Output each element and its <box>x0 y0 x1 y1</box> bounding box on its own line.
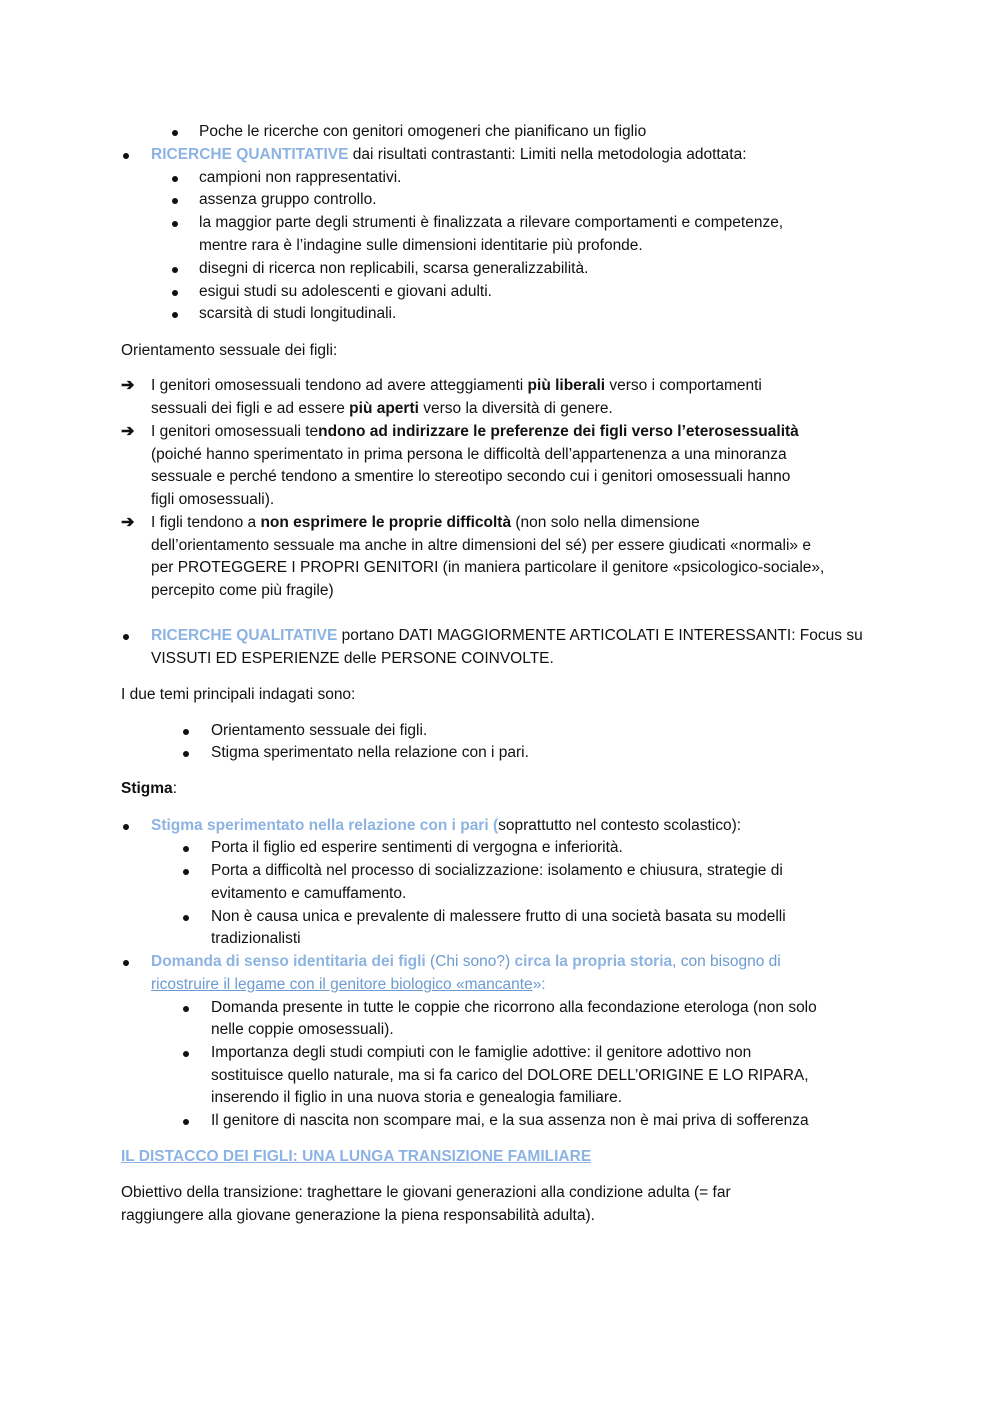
text-span: , con bisogno di <box>672 953 781 970</box>
text-line <box>151 398 613 421</box>
text-span: soprattutto nel contesto scolastico): <box>498 817 742 834</box>
text-line: sostituisce quello naturale, ma si fa carico del DOLORE DELL’ORIGINE E LO RIPARA, <box>211 1067 809 1084</box>
text-span: dai risultati contrastanti: Limiti nella metodologia adottata: <box>348 146 747 163</box>
bullet-icon <box>172 221 178 227</box>
section-label: Orientamento sessuale dei figli: <box>121 342 338 359</box>
text-line: Obiettivo della transizione: traghettare le giovani generazioni alla condizione adulta (= far <box>121 1184 731 1201</box>
bullet-icon <box>172 267 178 273</box>
text-line: raggiungere alla giovane generazione la piena responsabilità adulta). <box>121 1207 595 1224</box>
text-line <box>151 625 863 648</box>
bullet-icon <box>183 915 189 921</box>
text-line: tradizionalisti <box>211 930 301 947</box>
bullet-icon <box>183 1119 189 1125</box>
text-span: portano DATI MAGGIORMENTE ARTICOLATI E INTERESSANTI: Focus su <box>337 627 863 644</box>
section-heading-stigma <box>121 778 177 801</box>
heading-text: IL DISTACCO DEI FIGLI: UNA LUNGA TRANSIZIONE FAMILIARE <box>121 1148 592 1165</box>
text-span: : <box>172 780 177 797</box>
text-line: inserendo il figlio in una nuova storia e genealogia familiare. <box>211 1089 623 1106</box>
text-span: verso i comportamenti <box>605 377 762 394</box>
bullet-icon <box>183 846 189 852</box>
bullet-icon <box>172 198 178 204</box>
text-span: (non solo nella dimensione <box>511 514 700 531</box>
text-line <box>151 815 741 838</box>
text-line: percepito come più fragile) <box>151 582 334 599</box>
text-line: Porta a difficoltà nel processo di socializzazione: isolamento e chiusura, strategie di <box>211 862 783 879</box>
text-line: sessuale e perché tendono a smentire lo stereotipo secondo cui i genitori omosessuali hanno <box>151 468 791 485</box>
text-span: (Chi sono?) <box>425 953 515 970</box>
section-heading <box>121 1146 591 1169</box>
arrow-right-icon: ➔ <box>121 423 135 440</box>
bullet-icon <box>183 1006 189 1012</box>
text-span: I figli tendono a <box>151 514 261 531</box>
arrow-right-icon: ➔ <box>121 514 135 531</box>
bullet-icon <box>172 176 178 182</box>
text-line: disegni di ricerca non replicabili, scarsa generalizzabilità. <box>199 260 589 277</box>
text-line: esigui studi su adolescenti e giovani adulti. <box>199 283 492 300</box>
bold-text: ndono ad indirizzare le preferenze dei figli verso l’eterosessualità <box>318 423 799 440</box>
text-span: verso la diversità di genere. <box>418 400 613 417</box>
text-line <box>151 421 799 444</box>
bullet-icon <box>123 824 129 830</box>
bullet-icon <box>183 751 189 757</box>
bullet-icon <box>123 960 129 966</box>
text-line <box>151 512 700 535</box>
text-line: scarsità di studi longitudinali. <box>199 305 397 322</box>
text-line: la maggior parte degli strumenti è finalizzata a rilevare comportamenti e competenze, <box>199 214 784 231</box>
text-line: Domanda presente in tutte le coppie che ricorrono alla fecondazione eterologa (non solo <box>211 999 817 1016</box>
keyword-storia: circa la propria storia <box>514 953 673 970</box>
text-line: nelle coppie omosessuali). <box>211 1021 394 1038</box>
text-line <box>151 144 747 167</box>
text-line: per PROTEGGERE I PROPRI GENITORI (in maniera particolare il genitore «psicologico-sociale», <box>151 559 825 576</box>
text-line: Non è causa unica e prevalente di malessere frutto di una società basata su modelli <box>211 908 786 925</box>
keyword-stigma: Stigma sperimentato nella relazione con i pari ( <box>151 817 499 834</box>
text-line: VISSUTI ED ESPERIENZE delle PERSONE COINVOLTE. <box>151 650 554 667</box>
bullet-icon <box>172 290 178 296</box>
bullet-icon <box>123 153 129 159</box>
text-line: Porta il figlio ed esperire sentimenti di vergogna e inferiorità. <box>211 839 623 856</box>
text-line: assenza gruppo controllo. <box>199 191 377 208</box>
bullet-icon <box>172 130 178 136</box>
text-line: mentre rara è l’indagine sulle dimensioni identitarie più profonde. <box>199 237 643 254</box>
text-line: (poiché hanno sperimentato in prima persona le difficoltà dell’appartenenza a una minoranza <box>151 446 787 463</box>
text-span: I genitori omosessuali tendono ad avere atteggiamenti <box>151 377 528 394</box>
bold-text: non esprimere le proprie difficoltà <box>260 514 512 531</box>
text-line: Importanza degli studi compiuti con le famiglie adottive: il genitore adottivo non <box>211 1044 752 1061</box>
text-line: dell’orientamento sessuale ma anche in altre dimensioni del sé) per essere giudicati «normali» e <box>151 537 811 554</box>
bullet-icon <box>183 1051 189 1057</box>
text-span: »: <box>532 976 546 993</box>
bullet-icon <box>123 634 129 640</box>
text-line: figli omosessuali). <box>151 491 275 508</box>
keyword-domanda: Domanda di senso identitaria dei figli <box>151 953 426 970</box>
text-line <box>151 951 781 974</box>
text-line <box>151 974 546 997</box>
keyword-quantitative: RICERCHE QUANTITATIVE <box>151 146 349 163</box>
text-line: campioni non rappresentativi. <box>199 169 402 186</box>
text-span: I genitori omosessuali te <box>151 423 319 440</box>
bullet-icon <box>172 312 178 318</box>
text-span: sessuali dei figli e ad essere <box>151 400 350 417</box>
arrow-right-icon: ➔ <box>121 377 135 394</box>
bullet-icon <box>183 729 189 735</box>
underlined-text: ricostruire il legame con il genitore biologico «mancante <box>151 976 533 993</box>
text-line: evitamento e camuffamento. <box>211 885 407 902</box>
text-line <box>151 375 762 398</box>
text-line: Il genitore di nascita non scompare mai, e la sua assenza non è mai priva di sofferenza <box>211 1112 809 1129</box>
bold-text: più aperti <box>349 400 419 417</box>
bold-text: più liberali <box>527 377 606 394</box>
text-line: Orientamento sessuale dei figli. <box>211 722 428 739</box>
text-line: Stigma sperimentato nella relazione con i pari. <box>211 744 529 761</box>
bold-text: Stigma <box>121 780 173 797</box>
bullet-icon <box>183 869 189 875</box>
keyword-qualitative: RICERCHE QUALITATIVE <box>151 627 338 644</box>
text-line: Poche le ricerche con genitori omogeneri che pianificano un figlio <box>199 123 647 140</box>
text-line: I due temi principali indagati sono: <box>121 686 356 703</box>
